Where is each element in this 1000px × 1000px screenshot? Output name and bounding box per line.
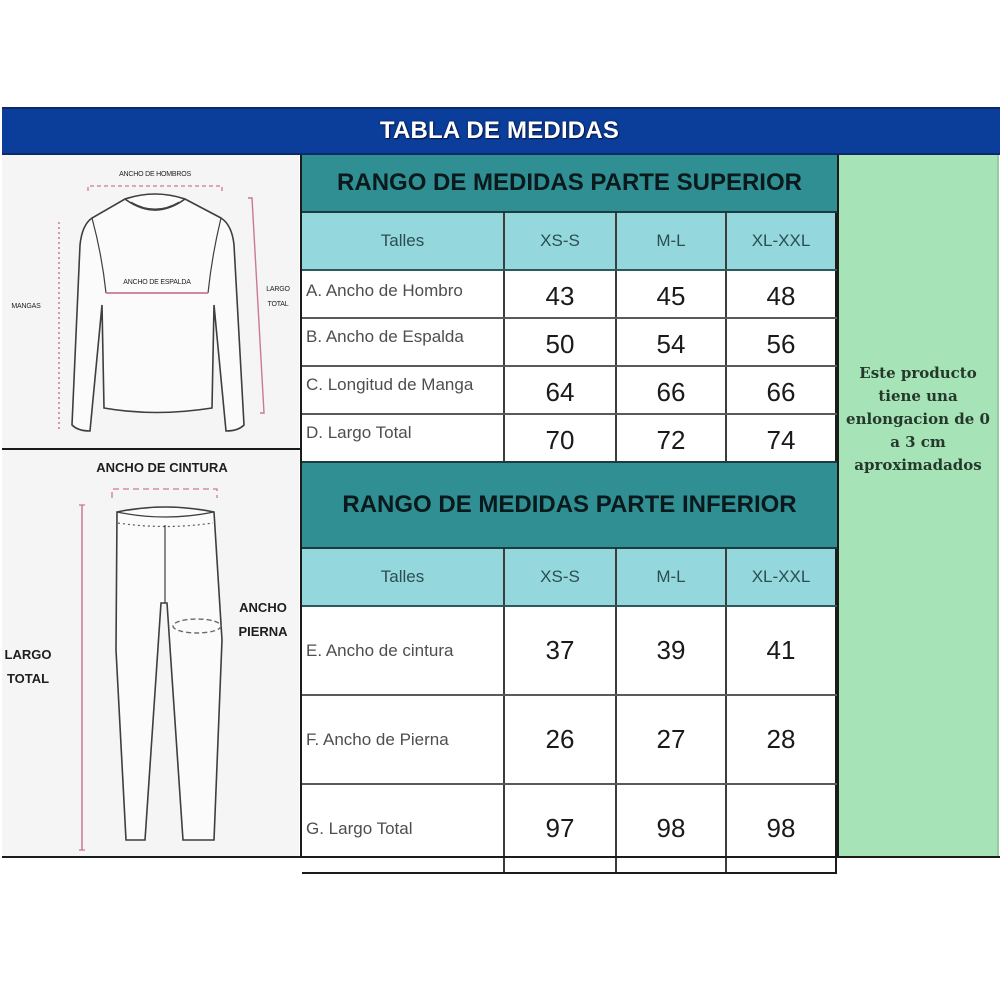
shoulder-width-label: ANCHO DE HOMBROS: [119, 171, 191, 178]
size-header-m-l: M-L: [617, 213, 727, 269]
leg-width-label-2: PIERNA: [238, 624, 288, 639]
measure-value: 72: [617, 415, 727, 461]
measure-value: 98: [617, 785, 727, 872]
total-length-label-2: TOTAL: [267, 301, 289, 308]
size-header-xs-s: XS-S: [505, 549, 617, 605]
lower-section-title: RANGO DE MEDIDAS PARTE INFERIOR: [342, 491, 797, 518]
measure-value: 66: [727, 367, 837, 413]
measure-label: B. Ancho de Espalda: [302, 319, 505, 365]
measure-value: 43: [505, 271, 617, 317]
size-header-xl-xxl: XL-XXL: [727, 549, 837, 605]
pants-length-label-1: LARGO: [4, 647, 52, 662]
size-header-xs-s: XS-S: [505, 213, 617, 269]
measure-label: A. Ancho de Hombro: [302, 271, 505, 317]
waist-width-label: ANCHO DE CINTURA: [96, 460, 228, 475]
measure-value: 56: [727, 319, 837, 365]
back-width-label: ANCHO DE ESPALDA: [123, 279, 191, 286]
leg-width-label-1: ANCHO: [239, 600, 287, 615]
size-header-xl-xxl: XL-XXL: [727, 213, 837, 269]
measure-value: 66: [617, 367, 727, 413]
table-bottom-border: [2, 856, 1000, 858]
table-row: [302, 415, 837, 461]
upper-section-title: RANGO DE MEDIDAS PARTE SUPERIOR: [337, 169, 802, 196]
table-row: [302, 367, 837, 415]
measure-value: 28: [727, 696, 837, 783]
measure-value: 48: [727, 271, 837, 317]
elongation-note-panel: [837, 155, 999, 858]
upper-section-header: [302, 155, 837, 213]
elongation-note: Este producto tiene una enlongacion de 0 a 3 cm aproximadados: [846, 364, 990, 474]
pants-diagram: [2, 450, 299, 858]
table-row: [302, 607, 837, 696]
shirt-diagram: [2, 155, 299, 448]
long-sleeve-shirt-icon: [2, 155, 299, 448]
table-row: [302, 696, 837, 785]
measurement-tables: [300, 155, 837, 858]
sleeve-label: MANGAS: [11, 303, 41, 310]
measure-value: 26: [505, 696, 617, 783]
measure-value: 97: [505, 785, 617, 872]
measure-value: 41: [727, 607, 837, 694]
page-title: TABLA DE MEDIDAS: [379, 117, 620, 144]
size-header-label: Talles: [302, 213, 505, 269]
measure-label: G. Largo Total: [302, 785, 505, 872]
measure-value: 50: [505, 319, 617, 365]
measure-value: 45: [617, 271, 727, 317]
upper-size-header-row: [302, 213, 837, 271]
measure-value: 70: [505, 415, 617, 461]
measure-value: 98: [727, 785, 837, 872]
size-chart-title-bar: [2, 107, 1000, 155]
measure-value: 64: [505, 367, 617, 413]
measure-value: 39: [617, 607, 727, 694]
table-row: [302, 319, 837, 367]
measure-label: C. Longitud de Manga: [302, 367, 505, 413]
size-header-m-l: M-L: [617, 549, 727, 605]
measure-label: D. Largo Total: [302, 415, 505, 461]
pants-length-label-2: TOTAL: [6, 671, 50, 686]
measure-value: 54: [617, 319, 727, 365]
measure-value: 27: [617, 696, 727, 783]
total-length-label-1: LARGO: [266, 286, 290, 293]
measure-value: 37: [505, 607, 617, 694]
table-row: [302, 785, 837, 874]
lower-size-header-row: [302, 549, 837, 607]
measure-value: 74: [727, 415, 837, 461]
table-row: [302, 271, 837, 319]
measure-label: E. Ancho de cintura: [302, 607, 505, 694]
lower-section-header: [302, 461, 837, 549]
measure-label: F. Ancho de Pierna: [302, 696, 505, 783]
size-header-label: Talles: [302, 549, 505, 605]
